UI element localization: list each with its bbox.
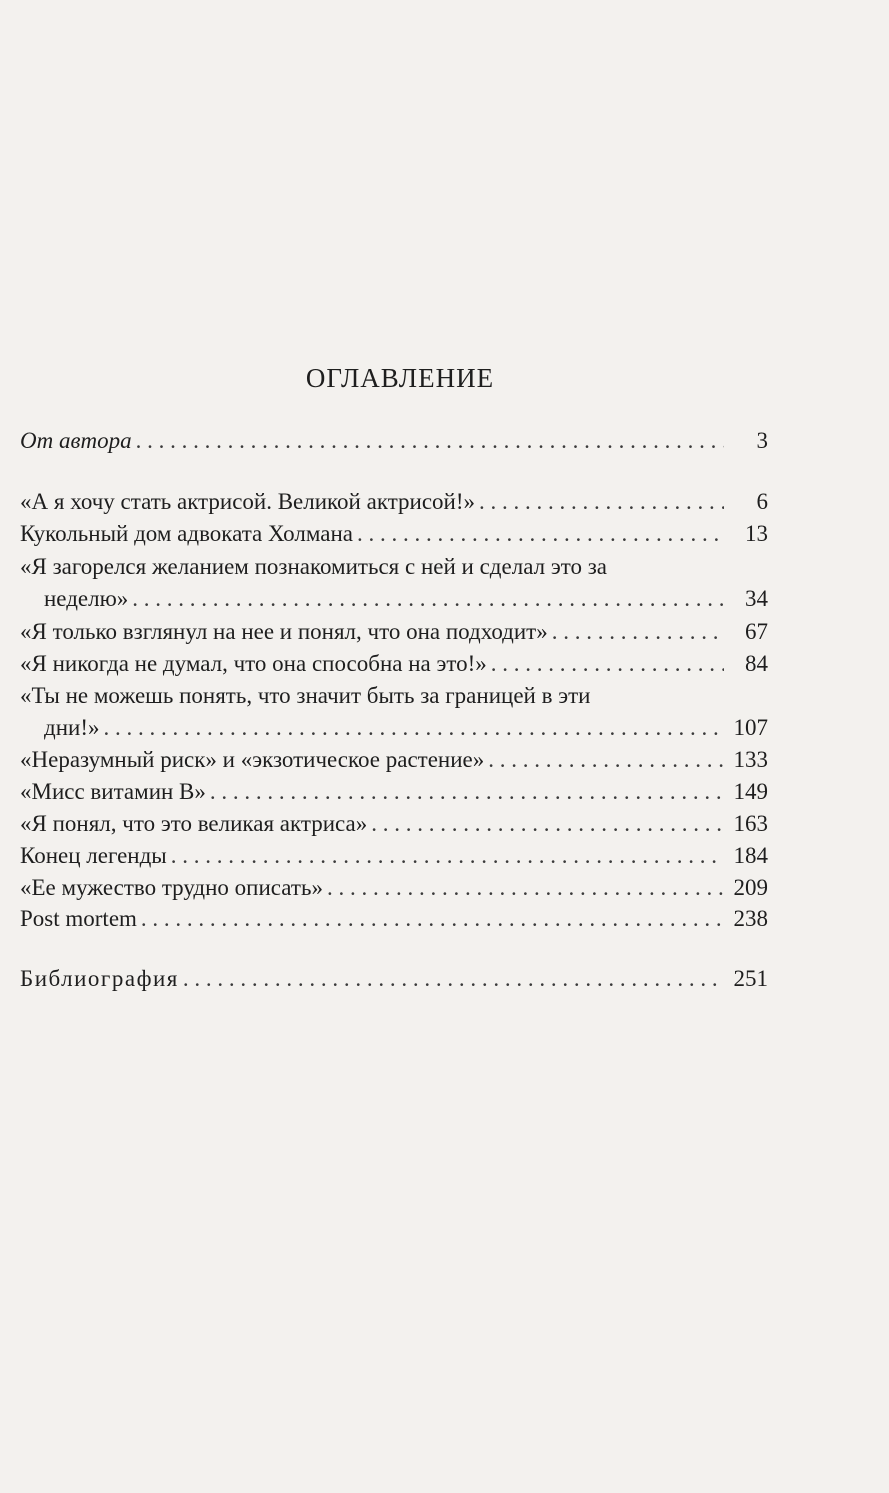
toc-entry-page: 84: [745, 651, 768, 676]
toc-entry-label: Post mortem: [20, 906, 137, 931]
page-title: ОГЛАВЛЕНИЕ: [305, 363, 495, 393]
dot-leader: [141, 903, 724, 935]
toc-entry-page: 238: [733, 906, 768, 931]
toc-entry-label: «Мисс витамин В»: [20, 779, 206, 804]
dot-leader: [552, 616, 724, 648]
toc-entry-label: «Ее мужество трудно описать»: [20, 875, 323, 900]
dot-leader: [183, 963, 724, 995]
toc-entry-label: «А я хочу стать актрисой. Великой актрисой!»: [20, 489, 476, 514]
toc-entry-page: 67: [745, 619, 768, 644]
toc-entry: [20, 680, 768, 744]
toc-entry-label: Библиография: [20, 966, 179, 991]
dot-leader: [327, 872, 724, 904]
toc-entry: [20, 551, 768, 615]
toc-entry: [20, 872, 768, 904]
toc-entry-page: 3: [756, 428, 768, 453]
toc-entry-line2: [20, 583, 768, 615]
toc-entry: [20, 486, 768, 518]
dot-leader: [357, 518, 724, 550]
toc-entry-label-line2: неделю»: [44, 586, 129, 611]
toc-entry-page: 107: [733, 715, 768, 740]
toc-entry-label: «Неразумный риск» и «экзотическое растение»: [20, 747, 485, 772]
toc-entry: [20, 840, 768, 872]
dot-leader: [488, 744, 724, 776]
toc-entry: [20, 616, 768, 648]
toc-entry-label-line1: «Ты не можешь понять, что значит быть за границей в эти: [20, 683, 591, 708]
toc-entry-label: Кукольный дом адвоката Холмана: [20, 521, 353, 546]
toc-entry-label: «Я только взглянул на нее и понял, что она подходит»: [20, 619, 548, 644]
dot-leader: [132, 583, 724, 615]
toc-entry-label-line1: «Я загорелся желанием познакомиться с ней и сделал это за: [20, 554, 607, 579]
dot-leader: [210, 776, 724, 808]
toc-entry-line2: [20, 712, 768, 744]
toc-entry-page: 251: [733, 966, 768, 991]
toc-entry: [20, 808, 768, 840]
toc-entry-label: «Я понял, что это великая актриса»: [20, 811, 368, 836]
toc-entry-page: 6: [756, 489, 768, 514]
toc-entry-label-line2: дни!»: [44, 715, 100, 740]
dot-leader: [103, 712, 724, 744]
toc-entry-label: Конец легенды: [20, 843, 167, 868]
toc-entry-page: 184: [733, 843, 768, 868]
toc-entry-page: 13: [745, 521, 768, 546]
toc-entry-bibliography: [20, 963, 768, 995]
dot-leader: [371, 808, 724, 840]
toc-entry-page: 133: [733, 747, 768, 772]
dot-leader: [479, 486, 724, 518]
dot-leader: [136, 425, 724, 457]
toc-entry: [20, 744, 768, 776]
dot-leader: [171, 840, 724, 872]
toc-entry-page: 163: [733, 811, 768, 836]
toc-entry-label: «Я никогда не думал, что она способна на это!»: [20, 651, 487, 676]
toc-entry-page: 149: [733, 779, 768, 804]
toc-entry: [20, 776, 768, 808]
toc-entry-from-author: [20, 425, 768, 457]
toc-entry-page: 34: [745, 586, 768, 611]
dot-leader: [491, 648, 724, 680]
toc-entry: [20, 518, 768, 550]
toc-entry-label: От автора: [20, 428, 132, 453]
toc-entry-page: 209: [733, 875, 768, 900]
toc-entry: [20, 903, 768, 935]
toc-entry: [20, 648, 768, 680]
